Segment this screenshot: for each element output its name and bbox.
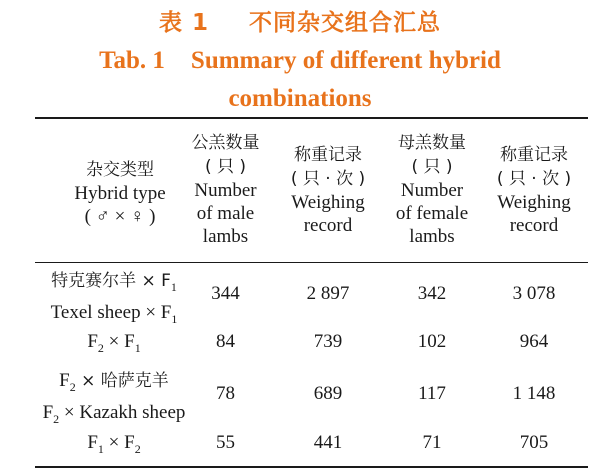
table-header-rule <box>35 262 588 263</box>
row-hybrid-type: $F_2$ × 哈萨克羊 $F_2$ × Kazakh sheep <box>42 370 186 426</box>
row-hybrid-type: $F_1 \times F_2$ <box>87 432 141 456</box>
table-bottom-rule <box>35 466 588 468</box>
header-male-weighing: 称重记录 ( 只 · 次 ) Weighing record <box>290 145 366 236</box>
row-male-count: 55 <box>216 432 235 453</box>
caption-chinese <box>0 4 600 37</box>
row-male-weighing: 689 <box>313 383 343 404</box>
table-top-rule <box>35 117 588 119</box>
row-hybrid-type: 特克赛尔羊 × $F_1$ Texel sheep × $F_1$ <box>50 271 178 326</box>
row-male-weighing: 739 <box>313 331 343 352</box>
row-female-count: 102 <box>417 331 447 352</box>
caption-en-label: Tab. 1 <box>99 47 165 74</box>
row-female-weighing: 705 <box>519 432 549 453</box>
caption-cn-title: 不同杂交组合汇总 <box>249 10 442 36</box>
caption-english <box>0 42 600 118</box>
header-hybrid-type: 杂交类型 Hybrid type ( ♂ × ♀ ) <box>74 160 166 227</box>
row-female-weighing: 964 <box>519 331 549 352</box>
header-female-weighing: 称重记录 ( 只 · 次 ) Weighing record <box>496 145 572 236</box>
header-male-lambs: 公羔数量 ( 只 ) Number of male lambs <box>191 133 260 247</box>
header-female-lambs: 母羔数量 ( 只 ) Number of female lambs <box>395 133 469 247</box>
caption-en-title-line1: Summary of different hybrid <box>190 47 501 74</box>
row-female-count: 71 <box>422 432 442 453</box>
row-female-weighing: 3 078 <box>512 283 556 304</box>
row-male-weighing: 441 <box>313 432 343 453</box>
row-female-count: 342 <box>417 283 447 304</box>
row-male-count: 84 <box>216 331 235 352</box>
row-male-weighing: 2 897 <box>306 283 350 304</box>
caption-en-title-line2: combinations <box>228 85 372 112</box>
caption-cn-label: 表 1 <box>158 10 209 36</box>
row-female-count: 117 <box>418 383 446 404</box>
row-hybrid-type: $F_2 \times F_1$ <box>87 331 141 355</box>
row-male-count: 344 <box>211 283 240 304</box>
row-female-weighing: 1 148 <box>512 383 556 404</box>
row-male-count: 78 <box>216 383 235 404</box>
